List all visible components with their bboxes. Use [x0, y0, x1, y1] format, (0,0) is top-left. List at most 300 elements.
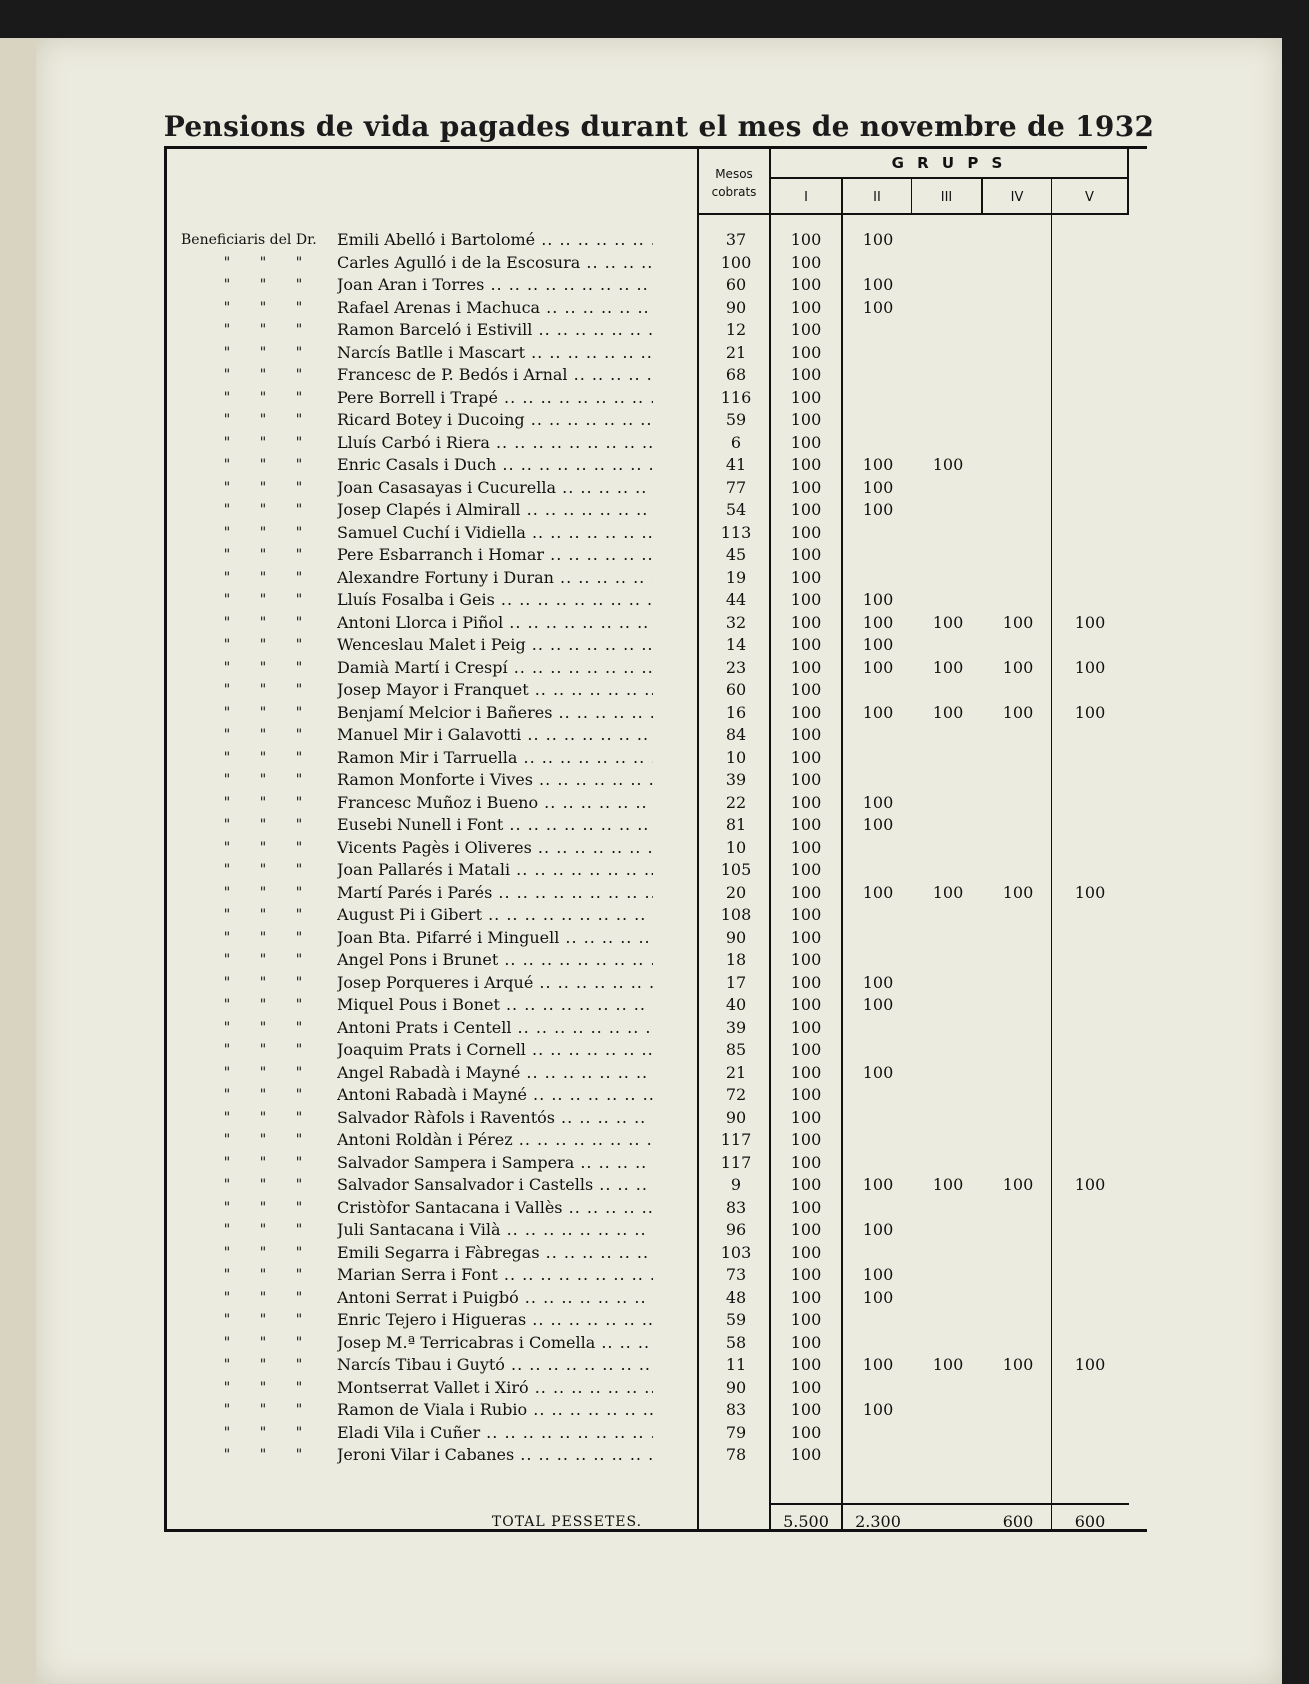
beneficiary-prefix: [181, 432, 359, 455]
table-row: [167, 1062, 1147, 1085]
beneficiary-prefix: [181, 1129, 359, 1152]
months-cell: 18: [725, 950, 747, 969]
ditto-mark: ": [295, 1357, 303, 1373]
months-cell: 90: [725, 1377, 747, 1397]
ditto-mark: ": [259, 1357, 267, 1373]
ditto-mark: ": [295, 659, 303, 676]
ditto-mark: ": [223, 1312, 231, 1328]
months-cell: 60: [725, 680, 747, 699]
group-1-cell: 100: [790, 477, 822, 497]
ditto-mark: ": [223, 547, 231, 563]
beneficiary-prefix: [181, 724, 359, 747]
beneficiary-name: Antoni Llorca i Piñol .. ..: [337, 612, 653, 635]
beneficiary-name: Vicents Pagès i Oliveres .. ..: [337, 837, 653, 860]
group-1-cell: 100: [790, 1197, 822, 1217]
ditto-mark: ": [223, 1064, 231, 1081]
group-1-cell: 100: [790, 342, 822, 362]
months-cell: 45: [725, 545, 747, 564]
group-1-cell: 100: [790, 950, 822, 969]
ditto-mark: ": [259, 277, 267, 293]
beneficiary-name: Antoni Rabadà i Mayné .. ..: [337, 1084, 653, 1107]
group-5-cell: 100: [1074, 1355, 1106, 1374]
months-cell: 73: [725, 1265, 747, 1284]
ditto-mark: ": [295, 1199, 303, 1216]
beneficiary-name: Antoni Serrat i Puigbó .. ..: [337, 1287, 653, 1310]
beneficiary-prefix: [181, 702, 359, 725]
ditto-mark: ": [259, 524, 267, 541]
beneficiary-prefix: [181, 904, 359, 927]
ditto-mark: ": [259, 997, 267, 1013]
group-1-cell: 100: [790, 252, 822, 272]
table-row: [167, 364, 1147, 387]
ditto-mark: ": [295, 277, 303, 293]
ditto-mark: ": [295, 1244, 303, 1261]
ditto-mark: ": [223, 299, 231, 316]
table-row: [167, 1174, 1147, 1197]
beneficiary-name: Alexandre Fortuny i Duran .. ..: [337, 567, 653, 590]
months-cell: 90: [725, 1107, 747, 1127]
group-1-cell: 100: [790, 567, 822, 587]
group-1-cell: 100: [790, 995, 822, 1014]
group-1-cell: 100: [790, 680, 822, 699]
table-row: [167, 319, 1147, 342]
group-1-cell: 100: [790, 1422, 822, 1442]
beneficiary-name: Salvador Sampera i Sampera .. ..: [337, 1152, 653, 1175]
months-cell: 85: [725, 1040, 747, 1059]
beneficiary-prefix: [181, 1174, 359, 1197]
months-cell: 72: [725, 1085, 747, 1104]
months-cell: 84: [725, 725, 747, 744]
beneficiary-prefix: [181, 589, 359, 612]
group-4-cell: 100: [1002, 657, 1034, 677]
beneficiary-prefix: [181, 567, 359, 590]
ditto-mark: ": [223, 479, 231, 496]
total-group-5: 600: [1074, 1512, 1106, 1531]
group-1-cell: 100: [790, 635, 822, 654]
ditto-mark: ": [223, 1402, 231, 1418]
ditto-mark: ": [223, 344, 231, 361]
months-cell: 90: [725, 927, 747, 947]
table-row: [167, 297, 1147, 320]
ditto-mark: ": [295, 682, 303, 698]
ditto-mark: ": [295, 1424, 303, 1441]
ditto-mark: ": [223, 569, 231, 586]
table-row: [167, 1399, 1147, 1422]
group-1-cell: 100: [790, 1152, 822, 1172]
ditto-mark: ": [259, 592, 267, 608]
beneficiary-name: Joan Aran i Torres .. ..: [337, 274, 653, 297]
group-1-cell: 100: [790, 275, 822, 294]
beneficiary-name: Josep Mayor i Franquet .. ..: [337, 679, 653, 702]
beneficiary-prefix: [181, 252, 359, 275]
table-row: [167, 342, 1147, 365]
group-1-cell: 100: [790, 1107, 822, 1127]
group-1-cell: 100: [790, 545, 822, 564]
months-cell: 39: [725, 770, 747, 789]
ditto-mark: ": [295, 1447, 303, 1463]
beneficiary-name: Francesc Muñoz i Bueno .. ..: [337, 792, 653, 815]
table-row: [167, 477, 1147, 500]
ditto-mark: ": [295, 794, 303, 811]
ditto-mark: ": [295, 1402, 303, 1418]
ditto-mark: ": [259, 1199, 267, 1216]
ditto-mark: ": [259, 704, 267, 721]
ditto-mark: ": [295, 389, 303, 406]
ditto-mark: ": [295, 704, 303, 721]
months-cell: 10: [725, 837, 747, 857]
group-2-cell: 100: [862, 657, 894, 677]
beneficiary-prefix: [181, 1354, 359, 1377]
group-4-cell: 100: [1002, 1355, 1034, 1374]
pensions-table: [164, 146, 1147, 1532]
beneficiary-name: Joan Bta. Pifarré i Minguell .. ..: [337, 927, 653, 950]
months-cell: 78: [725, 1445, 747, 1464]
months-cell: 32: [725, 612, 747, 632]
months-cell: 113: [720, 522, 752, 542]
ditto-mark: ": [259, 749, 267, 766]
ditto-mark: ": [259, 1132, 267, 1148]
ditto-mark: ": [295, 1267, 303, 1283]
ditto-mark: ": [223, 907, 231, 923]
beneficiary-name: Pere Esbarranch i Homar .. ..: [337, 544, 653, 567]
table-row: [167, 949, 1147, 972]
ditto-mark: ": [223, 1199, 231, 1216]
beneficiary-name: Narcís Batlle i Mascart .. ..: [337, 342, 653, 365]
group-5-cell: 100: [1074, 612, 1106, 632]
ditto-mark: ": [295, 974, 303, 991]
ditto-mark: ": [259, 952, 267, 968]
group-2-cell: 100: [862, 702, 894, 722]
ditto-mark: ": [295, 884, 303, 901]
ditto-mark: ": [295, 1177, 303, 1193]
ditto-mark: ": [223, 794, 231, 811]
ditto-mark: ": [259, 1154, 267, 1171]
beneficiary-name: Ramon Monforte i Vives .. ..: [337, 769, 653, 792]
beneficiary-prefix: [181, 274, 359, 297]
ditto-mark: ": [223, 524, 231, 541]
table-row: [167, 432, 1147, 455]
ditto-mark: ": [259, 1109, 267, 1126]
beneficiary-name: Ramon de Viala i Rubio .. ..: [337, 1399, 653, 1422]
ditto-mark: ": [259, 322, 267, 338]
group-1-cell: 100: [790, 1017, 822, 1037]
group-header-1: I: [804, 190, 808, 205]
ditto-mark: ": [295, 592, 303, 608]
group-4-cell: 100: [1002, 612, 1034, 632]
months-cell: 59: [725, 410, 747, 429]
table-row: [167, 229, 1147, 252]
months-cell: 103: [720, 1242, 752, 1262]
ditto-mark: ": [223, 839, 231, 856]
beneficiary-prefix: [181, 1062, 359, 1085]
ditto-mark: ": [259, 1042, 267, 1058]
ditto-mark: ": [295, 322, 303, 338]
beneficiary-prefix: Beneficiaris del Dr.: [181, 232, 317, 248]
group-1-cell: 100: [790, 1377, 822, 1397]
group-1-cell: 100: [790, 320, 822, 339]
ditto-mark: ": [259, 1087, 267, 1103]
group-1-cell: 100: [790, 500, 822, 519]
table-row: [167, 1354, 1147, 1377]
ditto-mark: ": [295, 1222, 303, 1238]
months-cell: 83: [725, 1197, 747, 1217]
ditto-mark: ": [259, 1222, 267, 1238]
ditto-mark: ": [223, 682, 231, 698]
group-2-cell: 100: [862, 230, 894, 249]
beneficiary-prefix: [181, 972, 359, 995]
ditto-mark: ": [259, 884, 267, 901]
ditto-mark: ": [295, 839, 303, 856]
ditto-mark: ": [295, 457, 303, 473]
ditto-mark: ": [223, 1177, 231, 1193]
beneficiary-name: Miquel Pous i Bonet .. ..: [337, 994, 653, 1017]
months-cell: 21: [725, 342, 747, 362]
group-1-cell: 100: [790, 702, 822, 722]
group-1-cell: 100: [790, 410, 822, 429]
group-2-cell: 100: [862, 882, 894, 902]
rule-grups-under: [769, 177, 1129, 179]
months-cell: 40: [725, 995, 747, 1014]
beneficiary-name: Juli Santacana i Vilà .. ..: [337, 1219, 653, 1242]
table-row: [167, 1422, 1147, 1445]
ditto-mark: ": [295, 1064, 303, 1081]
group-2-cell: 100: [862, 995, 894, 1014]
group-3-cell: 100: [932, 702, 964, 722]
months-cell: 100: [720, 252, 752, 272]
group-1-cell: 100: [790, 1445, 822, 1464]
table-row: [167, 454, 1147, 477]
rule-table-right: [1127, 149, 1129, 213]
ditto-mark: ": [259, 1447, 267, 1463]
months-cell: 48: [725, 1287, 747, 1307]
table-row: [167, 567, 1147, 590]
group-1-cell: 100: [790, 1400, 822, 1419]
group-1-cell: 100: [790, 1085, 822, 1104]
group-1-cell: 100: [790, 927, 822, 947]
group-1-cell: 100: [790, 432, 822, 452]
beneficiary-prefix: [181, 679, 359, 702]
ditto-mark: ": [295, 502, 303, 518]
table-row: [167, 724, 1147, 747]
beneficiary-prefix: [181, 1399, 359, 1422]
ditto-mark: ": [223, 637, 231, 653]
months-cell: 44: [725, 590, 747, 609]
ditto-mark: ": [223, 1334, 231, 1351]
ditto-mark: ": [295, 727, 303, 743]
beneficiary-name: Josep M.ª Terricabras i Comella .. ..: [337, 1332, 653, 1355]
beneficiary-name: Lluís Carbó i Riera .. ..: [337, 432, 653, 455]
table-row: [167, 1332, 1147, 1355]
table-row: [167, 1287, 1147, 1310]
ditto-mark: ": [259, 682, 267, 698]
group-1-cell: 100: [790, 837, 822, 857]
group-2-cell: 100: [862, 1062, 894, 1082]
table-row: [167, 972, 1147, 995]
table-row: [167, 837, 1147, 860]
beneficiary-name: Joan Pallarés i Matali .. ..: [337, 859, 653, 882]
table-row: [167, 1197, 1147, 1220]
group-2-cell: 100: [862, 1400, 894, 1419]
ditto-mark: ": [259, 299, 267, 316]
beneficiary-name: Benjamí Melcior i Bañeres .. ..: [337, 702, 653, 725]
group-5-cell: 100: [1074, 882, 1106, 902]
months-cell: 41: [725, 455, 747, 474]
beneficiary-name: Cristòfor Santacana i Vallès .. ..: [337, 1197, 653, 1220]
ditto-mark: ": [259, 659, 267, 676]
ditto-mark: ": [223, 1042, 231, 1058]
beneficiary-prefix: [181, 1377, 359, 1400]
beneficiary-prefix: [181, 1264, 359, 1287]
ditto-mark: ": [259, 1424, 267, 1441]
group-1-cell: 100: [790, 1265, 822, 1284]
group-2-cell: 100: [862, 275, 894, 294]
ditto-mark: ": [223, 1357, 231, 1373]
beneficiary-name: Samuel Cuchí i Vidiella .. ..: [337, 522, 653, 545]
months-cell: 39: [725, 1017, 747, 1037]
beneficiary-prefix: [181, 1017, 359, 1040]
total-group-1: 5.500: [783, 1512, 829, 1531]
ditto-mark: ": [223, 817, 231, 833]
table-row: [167, 634, 1147, 657]
group-1-cell: 100: [790, 297, 822, 317]
ditto-mark: ": [259, 389, 267, 406]
ditto-mark: ": [259, 1267, 267, 1283]
table-row: [167, 589, 1147, 612]
ditto-mark: ": [223, 434, 231, 451]
group-1-cell: 100: [790, 1242, 822, 1262]
months-cell: 59: [725, 1310, 747, 1329]
ditto-mark: ": [295, 569, 303, 586]
ditto-mark: ": [259, 479, 267, 496]
group-4-cell: 100: [1002, 1175, 1034, 1194]
months-cell: 6: [730, 432, 742, 452]
group-1-cell: 100: [790, 590, 822, 609]
ditto-mark: ": [259, 1019, 267, 1036]
ditto-mark: ": [223, 277, 231, 293]
beneficiary-name: Ramon Barceló i Estivill .. ..: [337, 319, 653, 342]
months-cell: 54: [725, 500, 747, 519]
ditto-mark: ": [223, 772, 231, 788]
ditto-mark: ": [295, 749, 303, 766]
group-2-cell: 100: [862, 477, 894, 497]
table-row: [167, 1444, 1147, 1467]
ditto-mark: ": [295, 817, 303, 833]
ditto-mark: ": [223, 974, 231, 991]
group-2-cell: 100: [862, 455, 894, 474]
table-row: [167, 994, 1147, 1017]
ditto-mark: ": [223, 749, 231, 766]
beneficiary-name: Salvador Sansalvador i Castells .. ..: [337, 1174, 653, 1197]
beneficiary-prefix: [181, 1309, 359, 1332]
beneficiary-prefix: [181, 949, 359, 972]
months-cell: 117: [720, 1152, 752, 1172]
group-2-cell: 100: [862, 635, 894, 654]
ditto-mark: ": [223, 704, 231, 721]
beneficiary-name: Angel Pons i Brunet .. ..: [337, 949, 653, 972]
ditto-mark: ": [259, 1244, 267, 1261]
group-3-cell: 100: [932, 612, 964, 632]
ditto-mark: ": [295, 367, 303, 383]
group-2-cell: 100: [862, 1355, 894, 1374]
grups-header: G R U P S: [891, 154, 1007, 172]
ditto-mark: ": [223, 502, 231, 518]
group-5-cell: 100: [1074, 1175, 1106, 1194]
beneficiary-prefix: [181, 1444, 359, 1467]
ditto-mark: ": [259, 502, 267, 518]
ditto-mark: ": [295, 1312, 303, 1328]
ditto-mark: ": [223, 1087, 231, 1103]
group-5-cell: 100: [1074, 702, 1106, 722]
beneficiary-name: Martí Parés i Parés .. ..: [337, 882, 653, 905]
group-5-cell: 100: [1074, 657, 1106, 677]
table-row: [167, 274, 1147, 297]
document-page: [36, 38, 1282, 1684]
page-title: Pensions de vida pagades durant el mes de novembre de 1932: [163, 110, 1155, 143]
months-cell: 10: [725, 747, 747, 767]
table-row: [167, 1219, 1147, 1242]
ditto-mark: ": [259, 794, 267, 811]
ditto-mark: ": [295, 479, 303, 496]
group-3-cell: 100: [932, 882, 964, 902]
ditto-mark: ": [295, 637, 303, 653]
months-cell: 83: [725, 1400, 747, 1419]
group-1-cell: 100: [790, 1130, 822, 1149]
beneficiary-prefix: [181, 994, 359, 1017]
beneficiary-prefix: [181, 387, 359, 410]
beneficiary-name: Carles Agulló i de la Escosura .. ..: [337, 252, 653, 275]
months-cell: 16: [725, 702, 747, 722]
table-row: [167, 1152, 1147, 1175]
table-row: [167, 1377, 1147, 1400]
ditto-mark: ": [295, 1132, 303, 1148]
table-row: [167, 882, 1147, 905]
beneficiary-prefix: [181, 522, 359, 545]
months-cell: 108: [720, 905, 752, 924]
group-1-cell: 100: [790, 882, 822, 902]
beneficiary-name: Eusebi Nunell i Font .. ..: [337, 814, 653, 837]
ditto-mark: ": [259, 457, 267, 473]
beneficiary-name: Jeroni Vilar i Cabanes .. ..: [337, 1444, 653, 1467]
ditto-mark: ": [259, 1379, 267, 1396]
mesos-header-line2: cobrats: [711, 185, 757, 199]
ditto-mark: ": [223, 884, 231, 901]
table-row: [167, 814, 1147, 837]
beneficiary-prefix: [181, 1287, 359, 1310]
table-row: [167, 1309, 1147, 1332]
beneficiary-name: Emili Segarra i Fàbregas .. ..: [337, 1242, 653, 1265]
ditto-mark: ": [295, 434, 303, 451]
ditto-mark: ": [295, 1087, 303, 1103]
beneficiary-prefix: [181, 1152, 359, 1175]
months-cell: 77: [725, 477, 747, 497]
beneficiary-name: Francesc de P. Bedós i Arnal .. ..: [337, 364, 653, 387]
group-header-2: II: [873, 190, 881, 205]
ditto-mark: ": [223, 367, 231, 383]
group-2-cell: 100: [862, 612, 894, 632]
group-1-cell: 100: [790, 1332, 822, 1352]
beneficiary-prefix: [181, 814, 359, 837]
group-2-cell: 100: [862, 297, 894, 317]
group-2-cell: 100: [862, 1265, 894, 1284]
beneficiary-prefix: [181, 882, 359, 905]
beneficiary-name: Enric Tejero i Higueras .. ..: [337, 1309, 653, 1332]
ditto-mark: ": [223, 592, 231, 608]
months-cell: 37: [725, 230, 747, 249]
ditto-mark: ": [295, 1334, 303, 1351]
ditto-mark: ": [223, 254, 231, 271]
beneficiary-name: Emili Abelló i Bartolomé .. ..: [337, 229, 653, 252]
ditto-mark: ": [223, 862, 231, 878]
